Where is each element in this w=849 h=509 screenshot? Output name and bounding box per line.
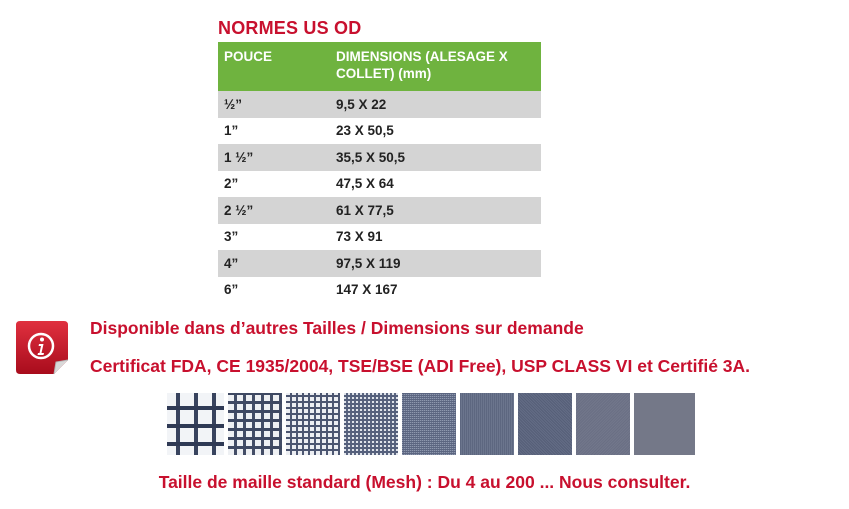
column-header-dimensions: DIMENSIONS (ALESAGE X COLLET) (mm) (330, 42, 541, 91)
mesh-sample (167, 393, 224, 455)
cell-dimensions: 61 X 77,5 (330, 197, 541, 224)
cell-inch: 3” (218, 224, 330, 251)
mesh-sample (460, 393, 514, 455)
mesh-samples (167, 393, 695, 455)
table-row (218, 197, 541, 224)
table-row (218, 118, 541, 145)
page-title: NORMES US OD (218, 18, 362, 38)
mesh-sample (344, 393, 398, 455)
availability-note: Disponible dans d’autres Tailles / Dimensions sur demande (90, 318, 584, 338)
cell-dimensions: 47,5 X 64 (330, 171, 541, 198)
table-row (218, 224, 541, 251)
certification-note: Certificat FDA, CE 1935/2004, TSE/BSE (ADI Free), USP CLASS VI et Certifié 3A. (90, 356, 751, 376)
cell-dimensions: 73 X 91 (330, 224, 541, 251)
mesh-sample (286, 393, 340, 455)
table-header-row (218, 42, 541, 91)
info-icon (14, 318, 70, 376)
cell-dimensions: 97,5 X 119 (330, 250, 541, 277)
cell-dimensions: 23 X 50,5 (330, 118, 541, 145)
mesh-sample (402, 393, 456, 455)
cell-inch: 2 ½” (218, 197, 330, 224)
mesh-sample (634, 393, 695, 455)
cell-dimensions: 35,5 X 50,5 (330, 144, 541, 171)
table-row (218, 277, 541, 304)
table-row (218, 144, 541, 171)
cell-dimensions: 9,5 X 22 (330, 91, 541, 118)
column-header-inch: POUCE (218, 42, 330, 91)
table-row (218, 250, 541, 277)
cell-inch: ½” (218, 91, 330, 118)
cell-inch: 4” (218, 250, 330, 277)
mesh-sample (518, 393, 572, 455)
cell-inch: 1 ½” (218, 144, 330, 171)
mesh-size-note: Taille de maille standard (Mesh) : Du 4 au 200 ... Nous consulter. (158, 472, 691, 492)
cell-dimensions: 147 X 167 (330, 277, 541, 304)
mesh-sample (228, 393, 282, 455)
cell-inch: 6” (218, 277, 330, 304)
table-row (218, 91, 541, 118)
table-row (218, 171, 541, 198)
cell-inch: 2” (218, 171, 330, 198)
cell-inch: 1” (218, 118, 330, 145)
mesh-sample (576, 393, 630, 455)
sizes-table (218, 42, 541, 303)
